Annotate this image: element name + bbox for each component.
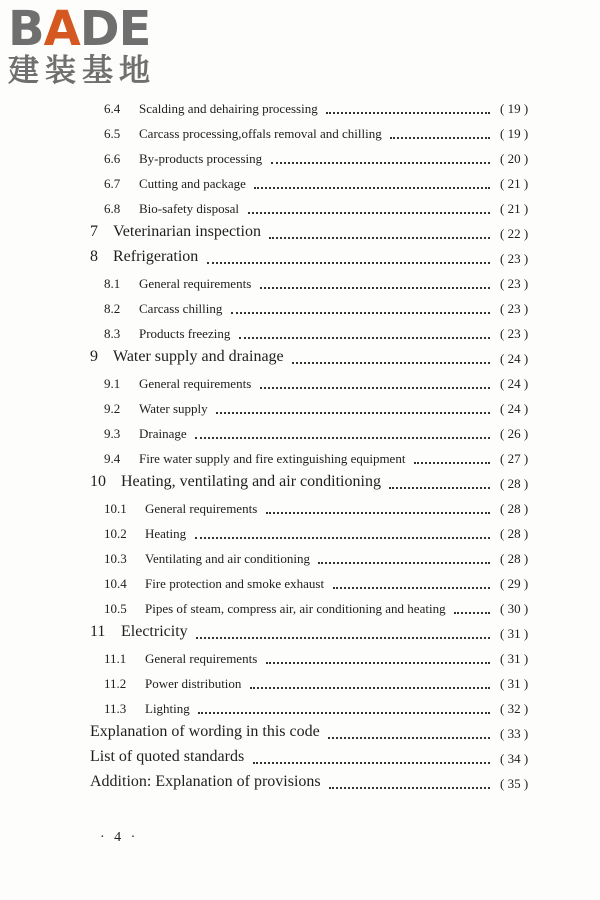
toc-entry-page: ( 31 ) (500, 676, 529, 691)
toc-entry-page: ( 22 ) (500, 226, 529, 241)
toc-entry-title: Heating (145, 526, 187, 541)
toc-entry-number: 9.3 (104, 426, 121, 441)
toc-dot-leader (269, 225, 490, 239)
toc-entry-page: ( 19 ) (500, 126, 529, 141)
toc-dot-leader (253, 750, 490, 764)
toc-dot-leader (207, 250, 490, 264)
toc-entry-page: ( 35 ) (500, 776, 529, 791)
toc-entry (0, 448, 600, 473)
toc-dot-leader (328, 725, 490, 739)
toc-dot-leader (195, 425, 490, 439)
toc-entry (0, 748, 600, 773)
toc-entry-page: ( 28 ) (500, 526, 529, 541)
toc-entry-title: Carcass chilling (139, 301, 223, 316)
toc-dot-leader (326, 100, 490, 114)
toc-entry-page: ( 34 ) (500, 751, 529, 766)
toc-entry-page: ( 23 ) (500, 326, 529, 341)
toc-entry-number: 10.2 (104, 526, 127, 541)
toc-entry (0, 598, 600, 623)
toc-entry (0, 123, 600, 148)
toc-dot-leader (271, 150, 490, 164)
toc-entry-page: ( 24 ) (500, 401, 529, 416)
toc-dot-leader (196, 625, 490, 639)
toc-entry-page: ( 32 ) (500, 701, 529, 716)
toc-entry (0, 723, 600, 748)
toc-entry-page: ( 31 ) (500, 651, 529, 666)
toc-entry-number: 8 (90, 248, 98, 265)
toc-entry (0, 673, 600, 698)
toc-entry-title: By-products processing (139, 151, 263, 166)
toc-entry-title: List of quoted standards (90, 748, 245, 765)
toc-entry-page: ( 33 ) (500, 726, 529, 741)
toc-entry (0, 223, 600, 248)
toc-entry-number: 6.5 (104, 126, 121, 141)
page-number: · 4 · (100, 830, 139, 845)
toc-entry-title: General requirements (145, 501, 258, 516)
toc-entry-title: Fire protection and smoke exhaust (145, 576, 325, 591)
toc-entry (0, 573, 600, 598)
toc-entry-page: ( 30 ) (500, 601, 529, 616)
toc-entry-number: 10.5 (104, 601, 127, 616)
toc-entry-title: Fire water supply and fire extinguishing equipment (139, 451, 406, 466)
toc-entry (0, 173, 600, 198)
toc-dot-leader (260, 275, 490, 289)
toc-entry (0, 198, 600, 223)
toc-entry-page: ( 24 ) (500, 376, 529, 391)
toc-entry-title: Bio-safety disposal (139, 201, 240, 216)
toc-entry-number: 10.3 (104, 551, 127, 566)
toc-entry-number: 10.1 (104, 501, 127, 516)
toc-dot-leader (195, 525, 490, 539)
toc-entry-title: Scalding and dehairing processing (139, 101, 318, 116)
logo-letters: B (8, 1, 44, 57)
toc-entry-number: 6.8 (104, 201, 121, 216)
toc-entry (0, 298, 600, 323)
toc-dot-leader (231, 300, 490, 314)
toc-entry (0, 773, 600, 798)
toc-entry-title: Water supply and drainage (113, 348, 284, 365)
toc-entry-page: ( 19 ) (500, 101, 529, 116)
toc-entry (0, 273, 600, 298)
toc-entry-number: 8.3 (104, 326, 121, 341)
toc-entry-title: Power distribution (145, 676, 242, 691)
toc-entry-page: ( 26 ) (500, 426, 529, 441)
toc-dot-leader (260, 375, 490, 389)
toc-entry-number: 8.2 (104, 301, 121, 316)
toc-entry (0, 98, 600, 123)
logo-accent-letter: A (43, 1, 80, 57)
toc-dot-leader (198, 700, 490, 714)
toc-entry-title: Water supply (139, 401, 208, 416)
logo-chinese-text: 建装基地 (8, 53, 156, 89)
logo-letters: DE (79, 1, 151, 57)
toc-entry-number: 11.2 (104, 676, 127, 691)
toc-entry (0, 248, 600, 273)
toc-entry-number: 10 (90, 473, 106, 490)
logo-wordmark (8, 1, 156, 57)
toc-dot-leader (390, 125, 490, 139)
toc-entry (0, 523, 600, 548)
toc-entry-title: Products freezing (139, 326, 231, 341)
toc-entry-title: Carcass processing,offals removal and chilling (139, 126, 382, 141)
toc-entry-number: 11.3 (104, 701, 127, 716)
toc-entry-title: Veterinarian inspection (113, 223, 261, 240)
toc-entry (0, 548, 600, 573)
toc-entry-page: ( 28 ) (500, 551, 529, 566)
toc-dot-leader (266, 650, 490, 664)
toc-entry-title: Refrigeration (113, 248, 199, 265)
toc-entry-number: 6.6 (104, 151, 121, 166)
toc-entry-number: 9.1 (104, 376, 121, 391)
toc-entry-number: 7 (90, 223, 98, 240)
toc-entry (0, 498, 600, 523)
toc-dot-leader (292, 350, 490, 364)
toc-entry-page: ( 28 ) (500, 476, 529, 491)
toc-entry-page: ( 29 ) (500, 576, 529, 591)
toc-entry-number: 9.2 (104, 401, 121, 416)
toc-entry-title: Lighting (145, 701, 190, 716)
toc-entry-number: 8.1 (104, 276, 121, 291)
toc-dot-leader (414, 450, 490, 464)
toc-dot-leader (329, 775, 490, 789)
toc-entry-page: ( 20 ) (500, 151, 529, 166)
toc-dot-leader (250, 675, 490, 689)
toc-entry-title: Explanation of wording in this code (90, 723, 320, 740)
toc-dot-leader (318, 550, 490, 564)
toc-entry (0, 698, 600, 723)
toc-entry-number: 6.7 (104, 176, 121, 191)
toc-entry-title: Drainage (139, 426, 187, 441)
toc-entry (0, 423, 600, 448)
toc-dot-leader (248, 200, 490, 214)
toc-entry-page: ( 21 ) (500, 176, 529, 191)
toc-entry-number: 9.4 (104, 451, 121, 466)
toc-entry-title: Pipes of steam, compress air, air conditioning and heating (145, 601, 446, 616)
toc-entry-page: ( 23 ) (500, 276, 529, 291)
toc-entry-number: 6.4 (104, 101, 121, 116)
toc-entry-page: ( 28 ) (500, 501, 529, 516)
toc-entry-title: Cutting and package (139, 176, 246, 191)
toc-entry-number: 10.4 (104, 576, 127, 591)
toc-entry-title: Ventilating and air conditioning (145, 551, 310, 566)
toc-entry-page: ( 23 ) (500, 251, 529, 266)
toc-entry (0, 473, 600, 498)
toc-dot-leader (333, 575, 490, 589)
toc-dot-leader (266, 500, 490, 514)
toc-entry (0, 148, 600, 173)
toc-dot-leader (454, 600, 490, 614)
toc-entry-number: 9 (90, 348, 98, 365)
logo (8, 1, 156, 89)
toc-entry-page: ( 23 ) (500, 301, 529, 316)
toc-entry-page: ( 27 ) (500, 451, 529, 466)
toc-entry-page: ( 21 ) (500, 201, 529, 216)
toc-entry-number: 11 (90, 623, 106, 640)
toc-entry-title: General requirements (139, 276, 252, 291)
toc-entry (0, 348, 600, 373)
toc-entry-page: ( 31 ) (500, 626, 529, 641)
toc-entry (0, 648, 600, 673)
toc-entry-title: Addition: Explanation of provisions (90, 773, 321, 790)
toc-entry-title: General requirements (139, 376, 252, 391)
toc-dot-leader (389, 475, 490, 489)
toc-entry (0, 323, 600, 348)
table-of-contents (0, 98, 600, 798)
toc-entry-number: 11.1 (104, 651, 127, 666)
toc-entry (0, 398, 600, 423)
toc-entry-title: Electricity (121, 623, 188, 640)
toc-dot-leader (254, 175, 490, 189)
toc-dot-leader (216, 400, 490, 414)
toc-entry-page: ( 24 ) (500, 351, 529, 366)
toc-entry (0, 623, 600, 648)
toc-entry (0, 373, 600, 398)
toc-dot-leader (239, 325, 490, 339)
toc-entry-title: Heating, ventilating and air conditioning (121, 473, 381, 490)
toc-entry-title: General requirements (145, 651, 258, 666)
